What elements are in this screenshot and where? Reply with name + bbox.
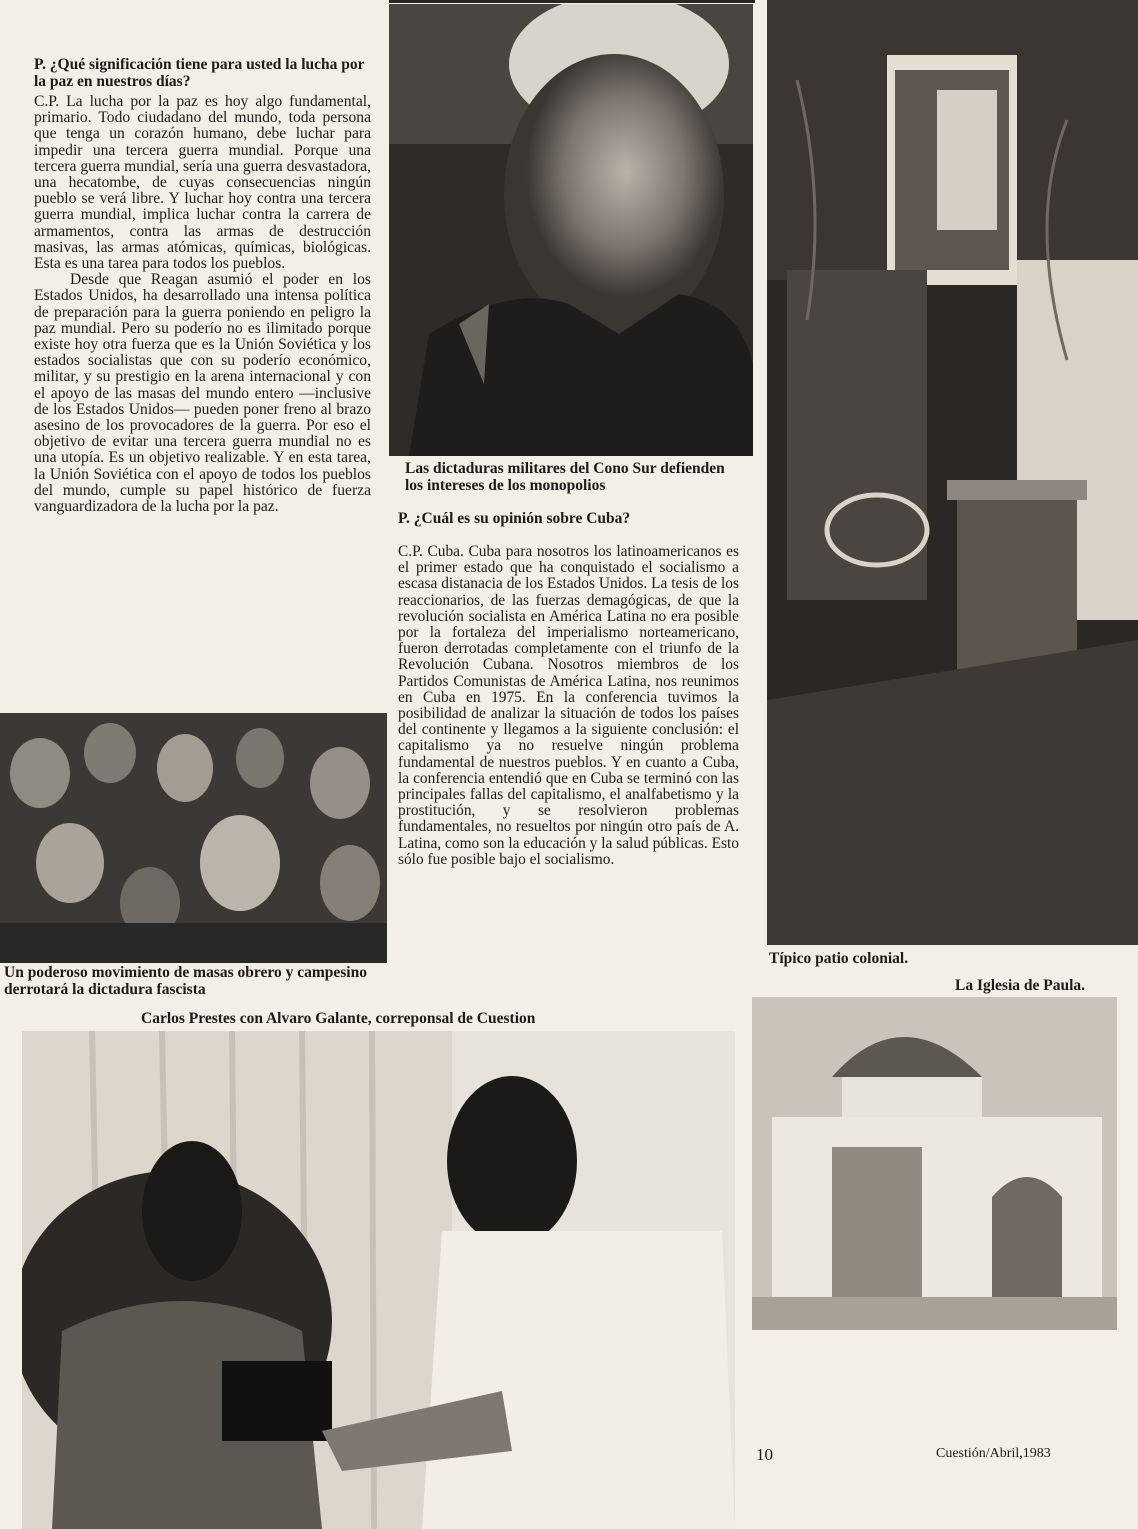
general-caption: Las dictaduras militares del Cono Sur defienden los intereses de los monopolios — [405, 460, 725, 494]
question-peace: P. ¿Qué significación tiene para usted la lucha por la paz en nuestros días? — [34, 56, 365, 90]
answer-peace — [34, 94, 371, 515]
crowd-caption: Un poderoso movimiento de masas obrero y campesino derrotará la dictadura fascista — [4, 964, 367, 998]
church-photo — [752, 997, 1117, 1330]
general-portrait-photo — [389, 4, 753, 456]
interview-photo — [22, 1031, 735, 1529]
top-rule — [389, 0, 755, 3]
page-number: 10 — [756, 1445, 773, 1464]
patio-caption: Típico patio colonial. — [769, 950, 909, 967]
paragraph: C.P. La lucha por la paz es hoy algo fundamental, primario. Todo ciudadano del mundo, toda persona que tenga un corazón humano, debe luchar para impedir una tercera guerra mundial. Porque una tercera guerra mundial, sería una guerra desvastadora, una hecatombe, de cuyas consecuencias ningún pueblo se verá libre. Y luchar hoy contra una tercera guerra mundial, implica luchar contra la carrera de armamentos, contra las armas de destrucción masivas, las armas atómicas, químicas, biológicas. Esta es una tarea para todos los pueblos. — [34, 93, 371, 273]
church-caption: La Iglesia de Paula. — [955, 977, 1086, 994]
column-2 — [398, 510, 739, 868]
question-cuba: P. ¿Cuál es su opinión sobre Cuba? — [398, 510, 631, 527]
magazine-footer: Cuestión/Abril,1983 — [936, 1446, 1051, 1461]
answer-cuba: C.P. Cuba. Cuba para nosotros los latinoamericanos es el primer estado que ha conquistado el socialismo a escasa distanacia de los Estados Unidos. La tesis de los reaccionarios, de las fuerzas demagógicas, de que la revolución socialista en América Latina no era posible por la fortaleza del imperialismo norteamericano, fueron derrotadas completamente con el triunfo de la Revolución Cubana. Nosotros miembros de los Partidos Comunistas de América Latina, nos reunimos en Cuba en 1975. En la conferencia tuvimos la posibilidad de analizar la situación de todos los países del continente y llegamos a la siguiente conclusión: el capitalismo ya no resuelve ningún problema fundamental de nuestros pueblos. Y en cuanto a Cuba, la conferencia entendió que en Cuba se terminó con las principales fallas del capitalismo, el analfabetismo y la prostitución, y se resolvieron problemas fundamentales, no resueltos por ningún otro país de A. Latina, como son la educación y la salud públicas. Esto sólo fue posible bajo el socialismo. — [398, 543, 739, 868]
patio-photo — [767, 0, 1138, 945]
interview-caption: Carlos Prestes con Alvaro Galante, correponsal de Cuestion — [141, 1010, 536, 1027]
paragraph: Desde que Reagan asumió el poder en los Estados Unidos, ha desarrollado una intensa política de preparación para la guerra poniendo en peligro la paz mundial. Pero su poderío no es ilimitado porque existe hoy otra fuerza que es la Unión Soviética y los estados socialistas que con su poderío económico, militar, y su prestigio en la arena internacional y con el apoyo de las masas del mundo entero —inclusive de los Estados Unidos— pueden poner freno al brazo asesino de los provocadores de la guerra. Por eso el objetivo de evitar una tercera guerra mundial no es una utopía. Es un objetivo realizable. Y en esta tarea, la Unión Soviética con el apoyo de todos los pueblos del mundo, cumple su papel histórico de fuerza vanguardizadora de la lucha por la paz. — [34, 271, 371, 516]
crowd-photo — [0, 713, 387, 963]
column-1 — [34, 56, 371, 515]
